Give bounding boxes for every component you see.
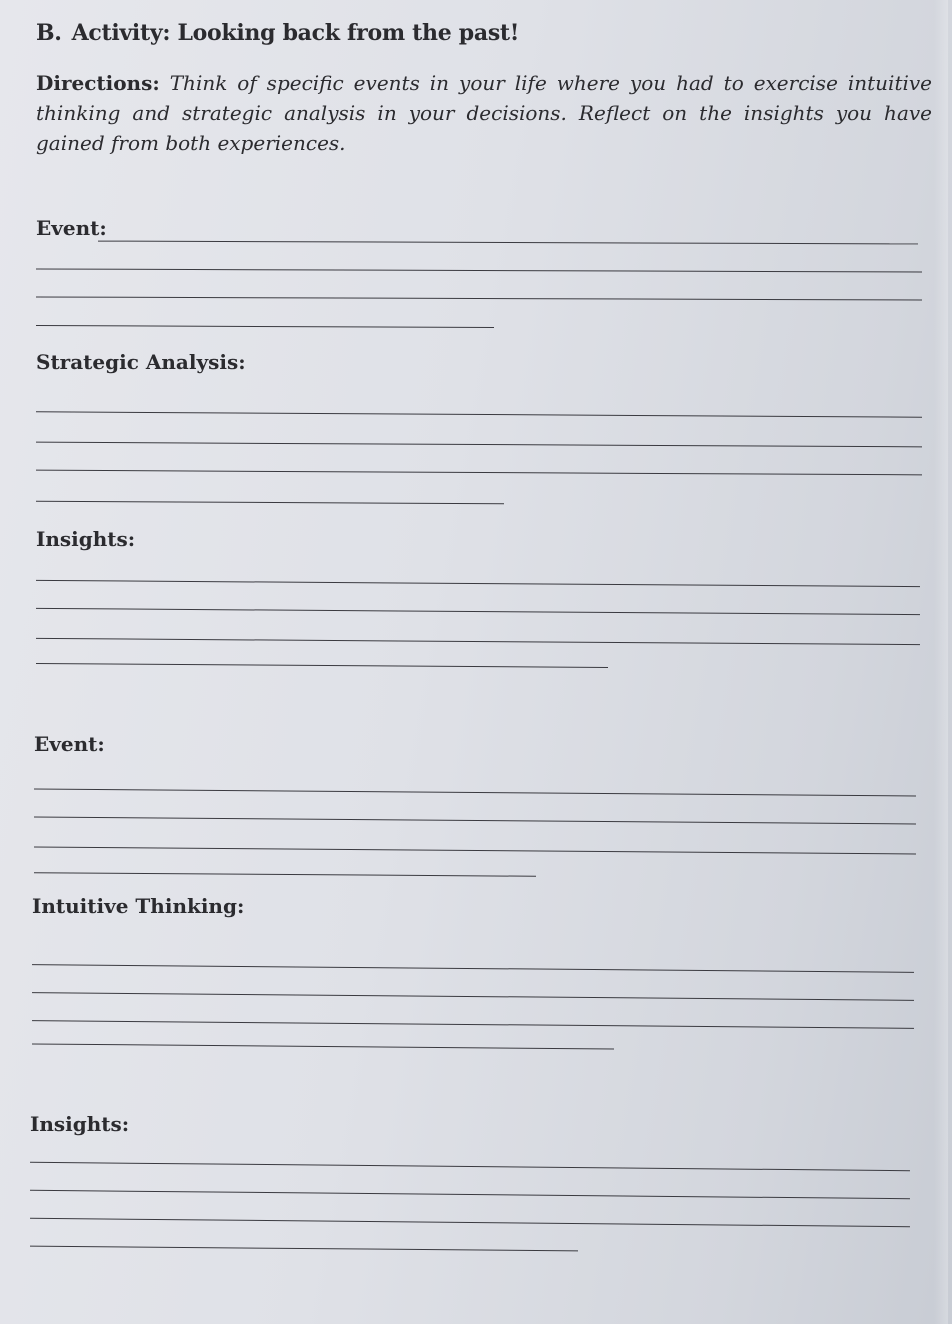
writing-line[interactable] — [36, 470, 922, 476]
writing-line[interactable] — [36, 411, 922, 417]
writing-line[interactable] — [36, 663, 608, 668]
event-label-1: Event: — [36, 216, 107, 240]
directions-paragraph — [36, 68, 932, 158]
writing-line[interactable] — [32, 992, 914, 1001]
writing-line[interactable] — [98, 241, 918, 245]
writing-line[interactable] — [30, 1246, 578, 1252]
writing-line[interactable] — [34, 872, 536, 877]
writing-line[interactable] — [34, 817, 916, 825]
writing-line[interactable] — [30, 1162, 910, 1171]
activity-label: Activity: — [71, 20, 171, 46]
writing-line[interactable] — [36, 580, 920, 587]
writing-line[interactable] — [36, 296, 922, 300]
writing-line[interactable] — [36, 501, 504, 504]
activity-title — [36, 20, 519, 46]
writing-line[interactable] — [32, 1020, 914, 1029]
directions-body: Think of specific events in your life where you had to exercise intuitive thinking and strategic analysis in your decisions. Reflect on the insights you have gained from both experiences. — [36, 71, 933, 155]
writing-line[interactable] — [36, 325, 494, 328]
page-edge-shadow — [934, 0, 948, 1324]
insights-label-1: Insights: — [36, 527, 136, 551]
insights-label-2: Insights: — [30, 1112, 130, 1136]
intuitive-thinking-label: Intuitive Thinking: — [32, 894, 245, 918]
writing-line[interactable] — [30, 1218, 910, 1227]
event-label-2: Event: — [34, 732, 105, 756]
directions-label: Directions: — [36, 71, 160, 95]
writing-line[interactable] — [34, 789, 916, 797]
strategic-analysis-label: Strategic Analysis: — [36, 350, 246, 374]
writing-line[interactable] — [34, 847, 916, 855]
writing-line[interactable] — [32, 964, 914, 973]
writing-line[interactable] — [36, 442, 922, 448]
writing-line[interactable] — [36, 608, 920, 615]
activity-text: Looking back from the past! — [177, 20, 520, 46]
activity-number: B. — [36, 20, 62, 46]
writing-line[interactable] — [36, 268, 922, 272]
writing-line[interactable] — [32, 1043, 614, 1049]
writing-line[interactable] — [30, 1190, 910, 1199]
writing-line[interactable] — [36, 638, 920, 645]
